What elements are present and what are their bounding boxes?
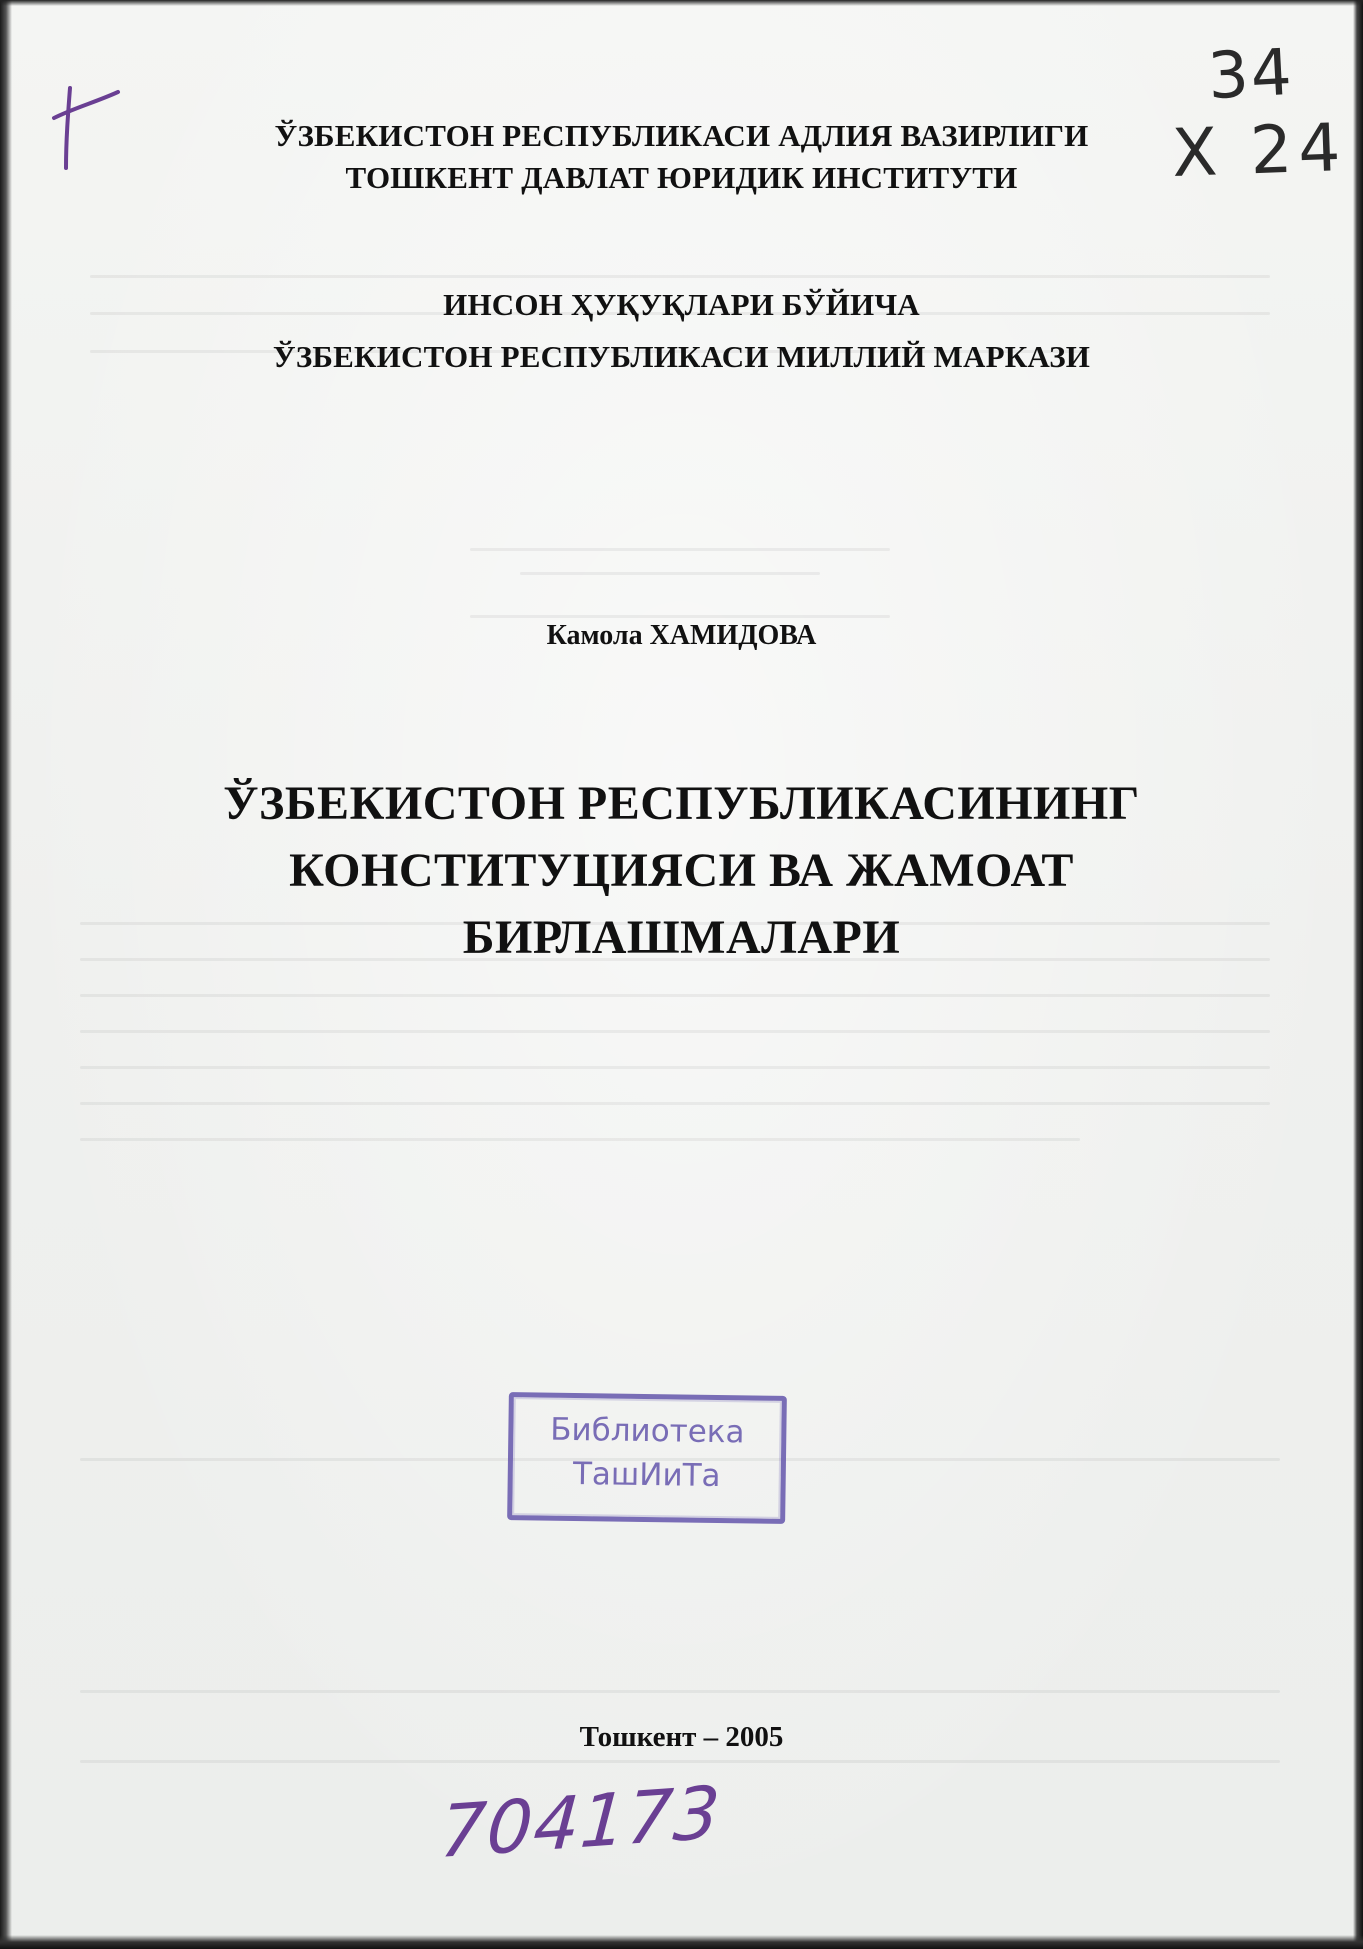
scan-edge-bottom bbox=[0, 1935, 1363, 1949]
show-through-line bbox=[80, 1102, 1270, 1105]
show-through-line bbox=[470, 615, 890, 618]
show-through-line bbox=[80, 994, 1270, 997]
institute-heading: ТОШКЕНТ ДАВЛАТ ЮРИДИК ИНСТИТУТИ bbox=[345, 160, 1018, 195]
show-through-line bbox=[80, 1760, 1280, 1763]
show-through-line bbox=[80, 1138, 1080, 1141]
handwritten-inventory-number: 704173 bbox=[437, 1769, 724, 1875]
show-through-line bbox=[80, 1030, 1270, 1033]
show-through-line bbox=[520, 572, 820, 575]
center-heading-line-2: ЎЗБЕКИСТОН РЕСПУБЛИКАСИ МИЛЛИЙ МАРКАЗИ bbox=[272, 339, 1091, 374]
show-through-line bbox=[470, 548, 890, 551]
title-line-1: ЎЗБЕКИСТОН РЕСПУБЛИКАСИНИНГ bbox=[223, 777, 1140, 830]
handwritten-shelf-code-1: 34 bbox=[1206, 35, 1296, 115]
title-line-3: БИРЛАШМАЛАРИ bbox=[462, 911, 901, 964]
author-name: Камола ХАМИДОВА bbox=[546, 620, 817, 651]
handwritten-shelf-code-2: Х 24 bbox=[1170, 108, 1348, 193]
stamp-line-2: ТашИиТа bbox=[572, 1455, 721, 1495]
show-through-line bbox=[80, 1066, 1270, 1069]
library-stamp bbox=[507, 1392, 787, 1524]
show-through-line bbox=[80, 1690, 1280, 1693]
scan-edge-top bbox=[0, 0, 1363, 6]
stamp-line-1: Библиотека bbox=[549, 1411, 745, 1451]
title-line-2: КОНСТИТУЦИЯСИ ВА ЖАМОАТ bbox=[289, 844, 1074, 897]
show-through-line bbox=[90, 275, 1270, 278]
ministry-heading: ЎЗБЕКИСТОН РЕСПУБЛИКАСИ АДЛИЯ ВАЗИРЛИГИ bbox=[274, 118, 1089, 153]
center-heading-line-1: ИНСОН ҲУҚУҚЛАРИ БЎЙИЧА bbox=[443, 287, 920, 322]
imprint-city-year: Тошкент – 2005 bbox=[579, 1721, 784, 1753]
